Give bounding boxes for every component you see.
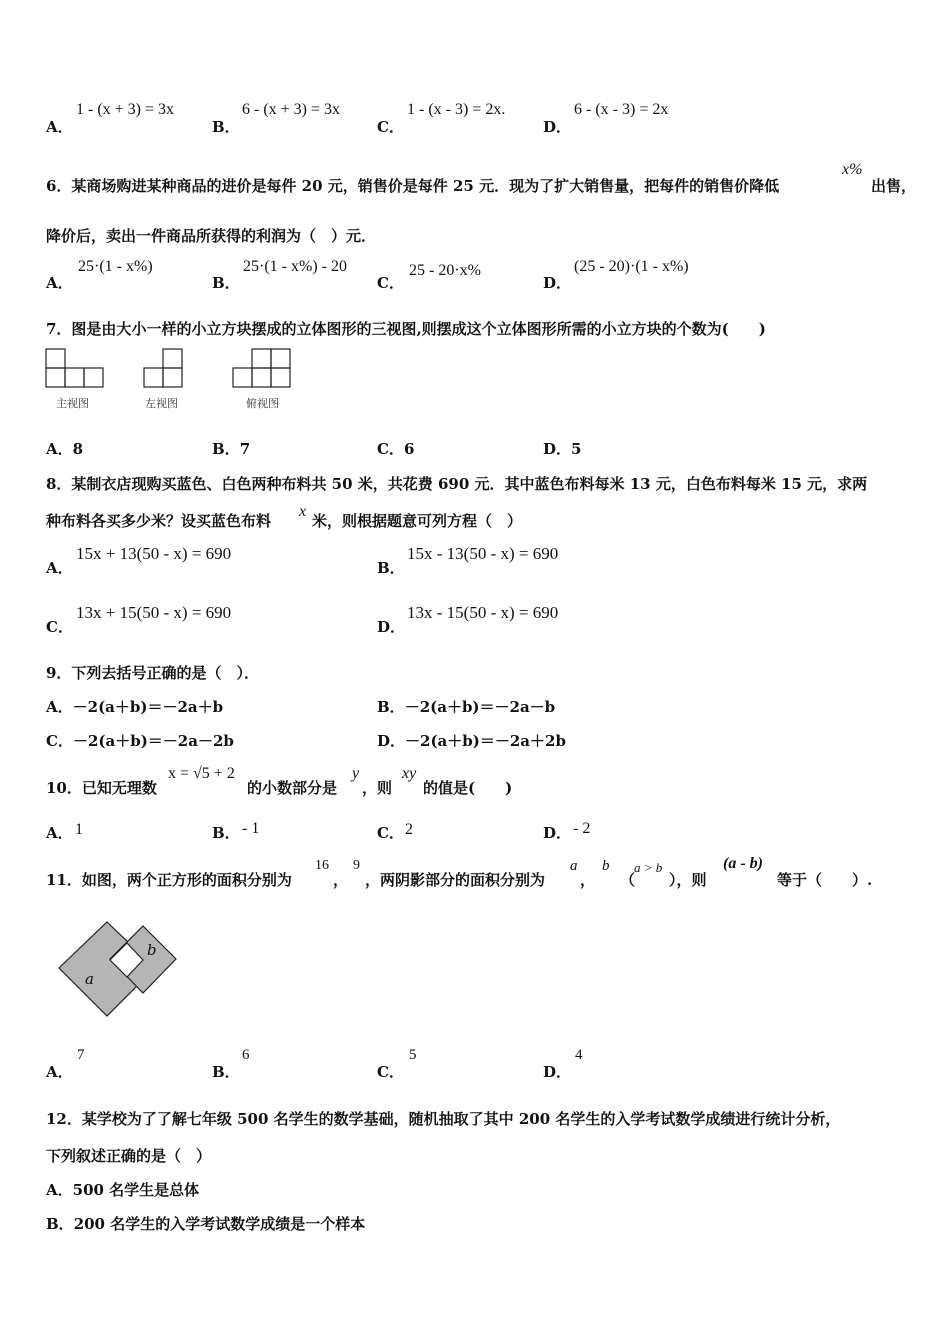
fig-label-a: a — [85, 970, 94, 988]
q8-option-a-label: A． — [46, 559, 73, 577]
q10-text-c: ，则 — [362, 779, 393, 797]
two-squares-figure — [55, 920, 181, 1020]
front-view-figure — [45, 348, 107, 390]
q12-option-a: A．500 名学生是总体 — [46, 1181, 200, 1199]
q6-option-a-label: A． — [46, 274, 73, 292]
q9-option-a: A．－2(a＋b)＝－2a＋b — [46, 698, 224, 716]
q9-option-d: D．－2(a＋b)＝－2a＋2b — [377, 732, 566, 750]
q5-option-b-expr: 6 - (x + 3) = 3x — [242, 101, 341, 118]
q6-option-d-label: D． — [543, 274, 572, 292]
q5-option-c-label: C． — [377, 118, 404, 136]
q10-text-d: 的值是( ) — [423, 779, 513, 797]
q10-option-d-value: - 2 — [573, 820, 591, 837]
q11-text-a: 11．如图，两个正方形的面积分别为 — [46, 871, 292, 889]
q10-option-c-value: 2 — [405, 821, 413, 838]
q8-line2-a: 种布料各买多少米？设买蓝色布料 — [46, 512, 272, 530]
q11-cond: a > b — [634, 860, 663, 875]
q5-option-a-expr: 1 - (x + 3) = 3x — [76, 101, 175, 118]
q5-option-c-expr: 1 - (x - 3) = 2x. — [407, 101, 506, 118]
q6-option-b-expr: 25·(1 - x%) - 20 — [243, 258, 347, 275]
q6-line1-end: 出售， — [871, 177, 917, 195]
q8-option-d-label: D． — [377, 618, 406, 636]
top-view-figure — [232, 348, 294, 390]
q10-option-b-label: B． — [212, 824, 240, 842]
q6-option-c-expr: 25 - 20·x% — [409, 262, 481, 279]
q10-expr3: xy — [402, 765, 417, 782]
q7-option-c: C．6 — [377, 440, 415, 458]
q6-option-c-label: C． — [377, 274, 404, 292]
q8-option-b-expr: 15x - 13(50 - x) = 690 — [407, 544, 559, 563]
q10-text-b: 的小数部分是 — [247, 779, 338, 797]
q7-option-b: B．7 — [212, 440, 251, 458]
q11-option-b-value: 6 — [242, 1047, 250, 1063]
q8-option-c-expr: 13x + 15(50 - x) = 690 — [76, 603, 232, 622]
q8-line2-var: x — [299, 503, 307, 520]
q11-option-c-label: C． — [377, 1063, 404, 1081]
q6-option-a-expr: 25·(1 - x%) — [78, 258, 153, 275]
q6-inline-expr: x% — [842, 161, 863, 178]
q11-option-b-label: B． — [212, 1063, 240, 1081]
q9-option-c: C．－2(a＋b)＝－2a－2b — [46, 732, 234, 750]
q9-text: 9．下列去括号正确的是（ ）． — [46, 664, 259, 682]
q6-line2: 降价后，卖出一件商品所获得的利润为（ ）元． — [46, 227, 377, 245]
q5-option-d-expr: 6 - (x - 3) = 2x — [574, 101, 669, 118]
q12-line1: 12．某学校为了了解七年级 500 名学生的数学基础，随机抽取了其中 200 名学生的入学考试数学成绩进行统计分析， — [46, 1110, 841, 1128]
q10-option-a-value: 1 — [75, 821, 83, 838]
q8-line1: 8．某制衣店现购买蓝色、白色两种布料共 50 米，共花费 690 元．其中蓝色布料每米 13 元，白色布料每米 15 元，求两 — [46, 475, 868, 493]
q5-option-b-label: B． — [212, 118, 240, 136]
q8-line2-b: 米，则根据题意可列方程（ ） — [312, 512, 523, 530]
q10-option-d-label: D． — [543, 824, 572, 842]
q11-text-c: 等于（ ）. — [777, 871, 873, 889]
front-view-caption: 主视图 — [56, 397, 89, 410]
q8-option-d-expr: 13x - 15(50 - x) = 690 — [407, 603, 559, 622]
q10-option-a-label: A． — [46, 824, 73, 842]
left-view-caption: 左视图 — [145, 397, 178, 410]
q11-option-c-value: 5 — [409, 1047, 417, 1063]
q9-option-b: B．－2(a＋b)＝－2a－b — [377, 698, 556, 716]
q10-option-b-value: - 1 — [242, 820, 260, 837]
q8-option-b-label: B． — [377, 559, 405, 577]
q7-option-d: D．5 — [543, 440, 582, 458]
q10-expr2: y — [352, 765, 360, 782]
q10-option-c-label: C． — [377, 824, 404, 842]
q11-sep1: ， — [333, 871, 349, 889]
q11-option-d-label: D． — [543, 1063, 572, 1081]
top-view-caption: 俯视图 — [246, 397, 279, 410]
q11-cond-close: ），则 — [669, 871, 707, 889]
left-view-figure — [143, 348, 185, 390]
q11-option-a-label: A． — [46, 1063, 73, 1081]
q11-var-b: b — [602, 858, 610, 874]
q10-expr1: x = √5 + 2 — [168, 765, 235, 782]
q5-option-d-label: D． — [543, 118, 572, 136]
q11-option-a-value: 7 — [77, 1047, 85, 1063]
q8-option-c-label: C． — [46, 618, 73, 636]
fig-label-b: b — [147, 941, 157, 959]
q12-option-b: B．200 名学生的入学考试数学成绩是一个样本 — [46, 1215, 366, 1233]
q6-option-d-expr: (25 - 20)·(1 - x%) — [574, 258, 689, 275]
q11-n2: 9 — [353, 858, 360, 873]
q11-n1: 16 — [315, 858, 329, 873]
q6-option-b-label: B． — [212, 274, 240, 292]
q10-text-a: 10．已知无理数 — [46, 779, 157, 797]
q7-text: 7．图是由大小一样的小立方块摆成的立体图形的三视图,则摆成这个立体图形所需的小立方块的个数为( ) — [46, 320, 766, 338]
q8-option-a-expr: 15x + 13(50 - x) = 690 — [76, 544, 232, 563]
q11-sep2: ， — [580, 871, 596, 889]
q11-cond-open: （ — [620, 871, 636, 889]
q12-line2: 下列叙述正确的是（ ） — [46, 1147, 212, 1165]
q11-option-d-value: 4 — [575, 1047, 583, 1063]
q6-line1: 6．某商场购进某种商品的进价是每件 20 元，销售价是每件 25 元．现为了扩大销售量，把每件的销售价降低 — [46, 177, 780, 195]
q11-var-a: a — [570, 858, 578, 874]
q5-option-a-label: A． — [46, 118, 73, 136]
q11-text-b: ，两阴影部分的面积分别为 — [365, 871, 546, 889]
q7-option-a: A．8 — [46, 440, 84, 458]
q11-expr: (a - b) — [723, 855, 763, 872]
